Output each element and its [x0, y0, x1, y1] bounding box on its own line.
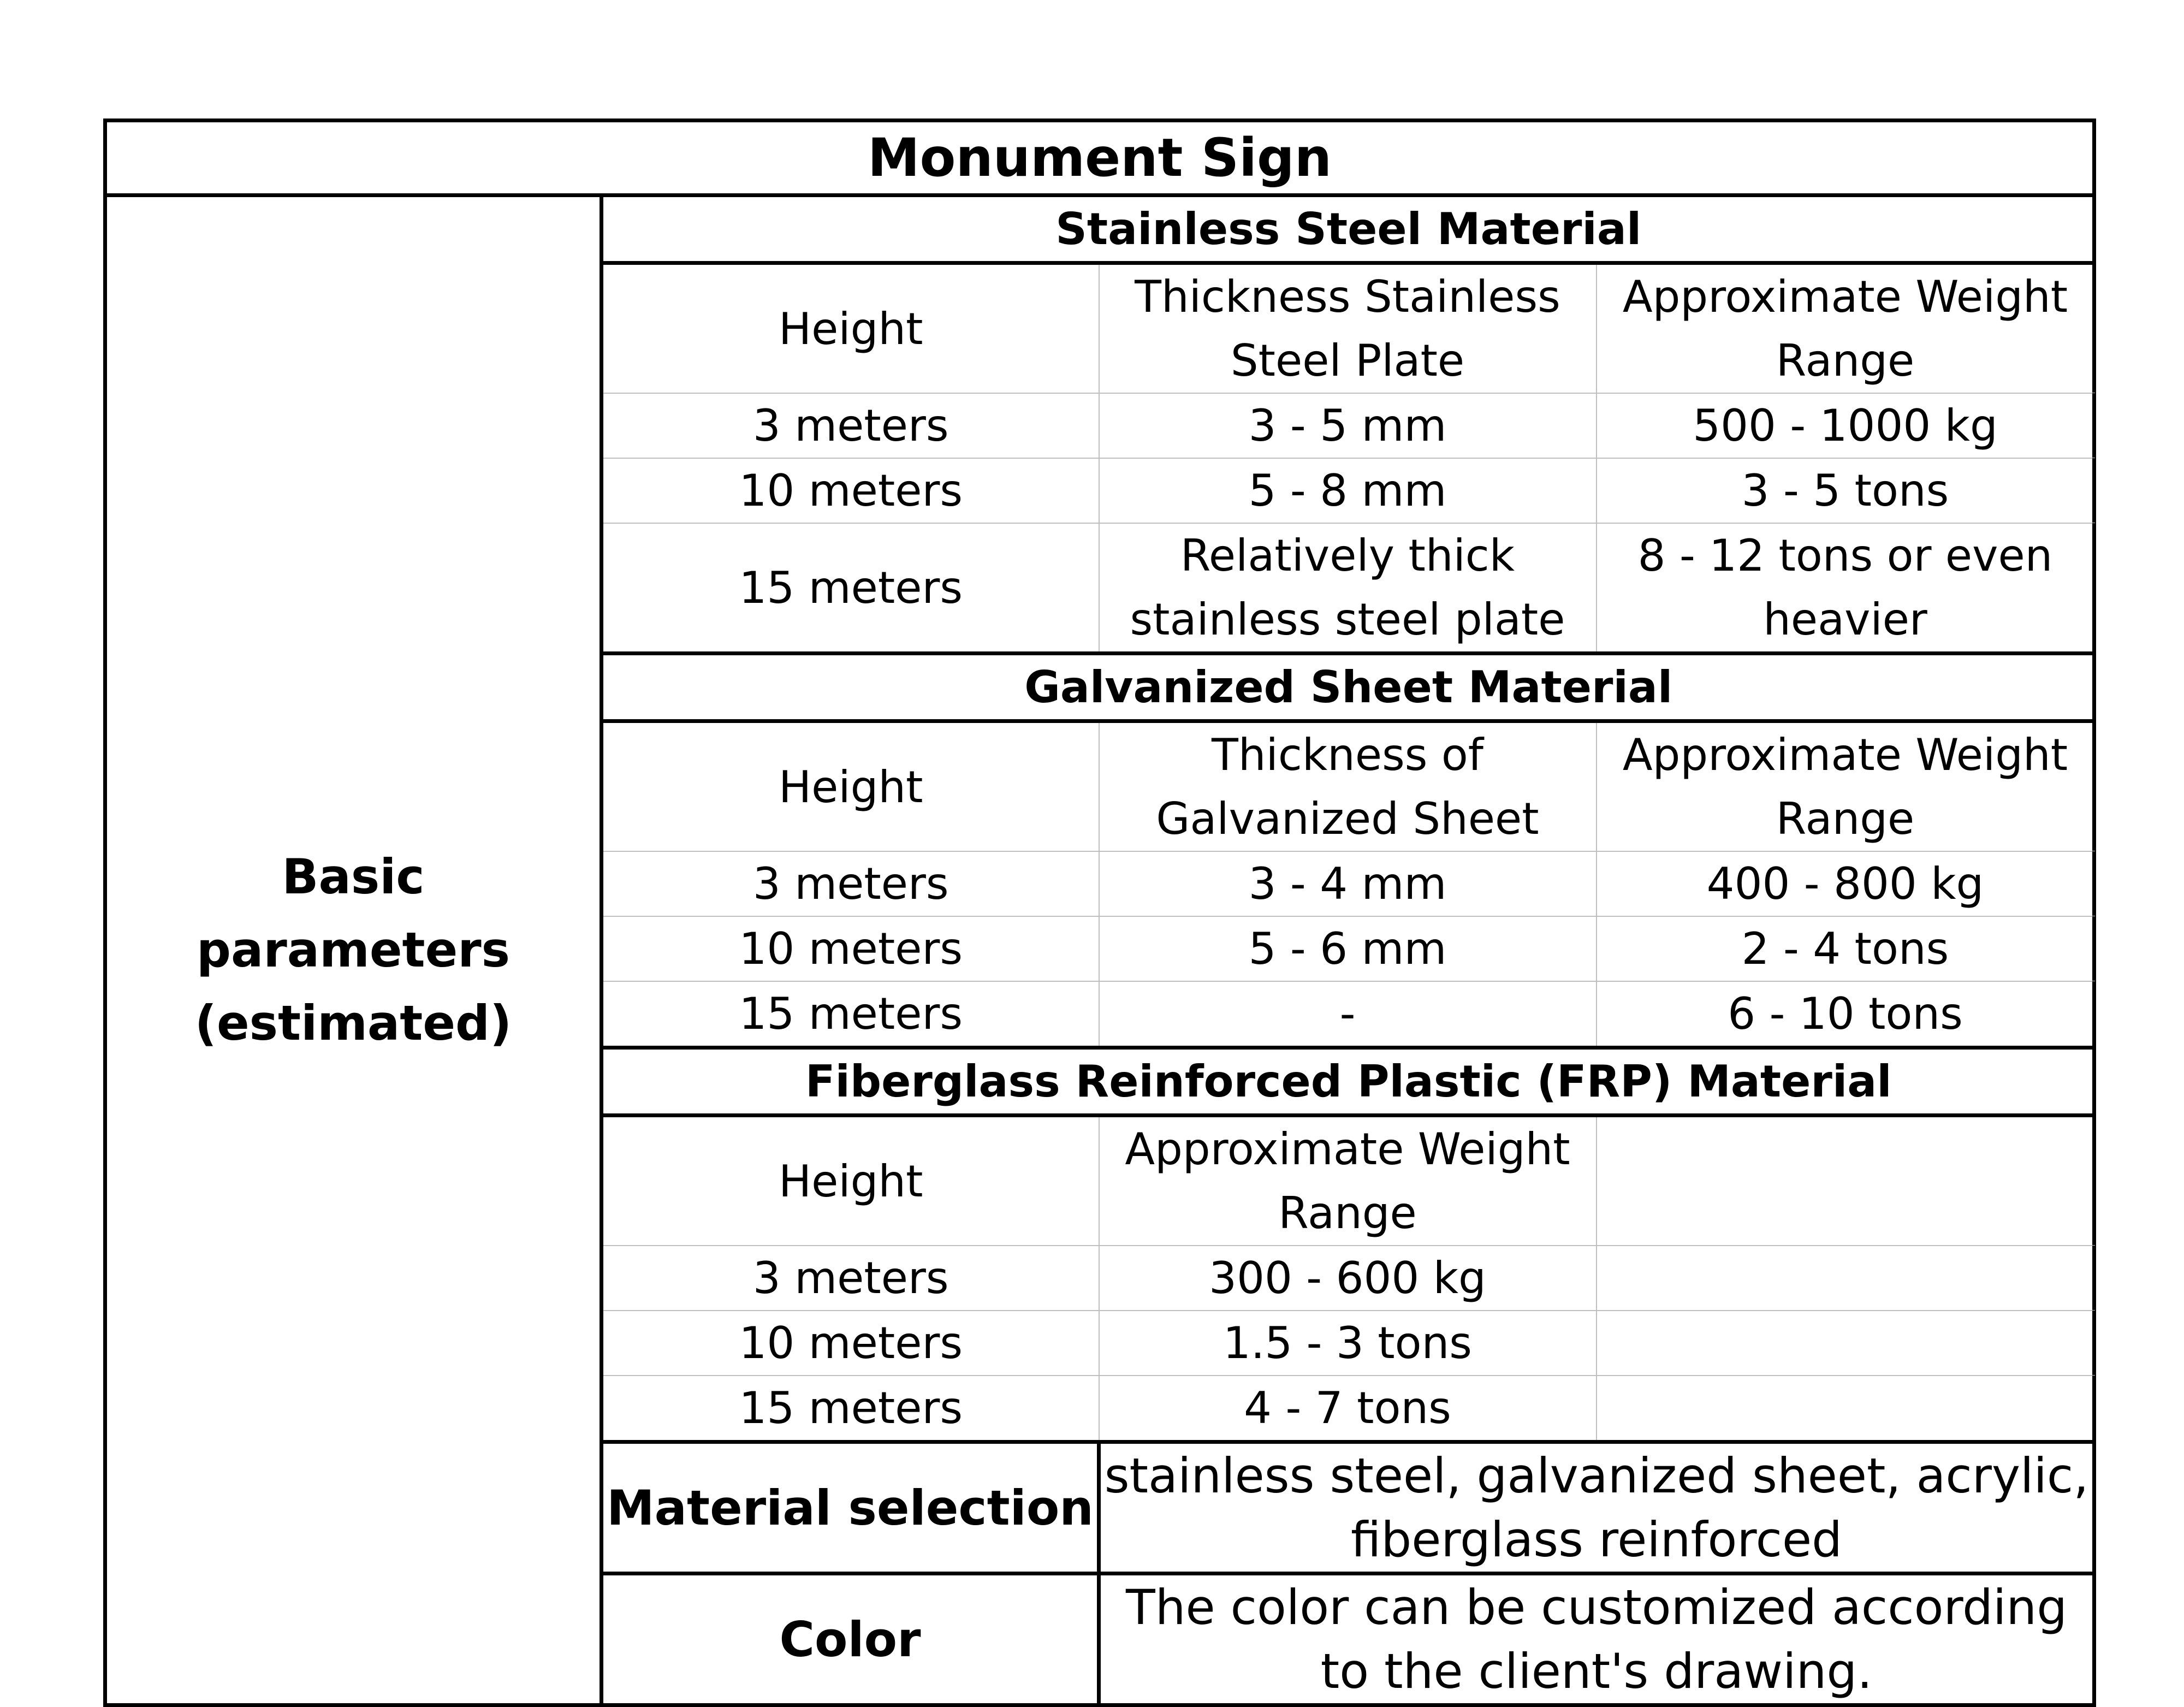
table-cell: 3 - 4 mm: [1099, 851, 1597, 916]
table-cell: 4 - 7 tons: [1099, 1376, 1597, 1442]
table-cell: 10 meters: [602, 1311, 1099, 1376]
table-cell: 1.5 - 3 tons: [1099, 1311, 1597, 1376]
header-thickness: Thickness Stainless Steel Plate: [1099, 263, 1597, 394]
table-cell: 10 meters: [602, 458, 1099, 523]
table-cell: Relatively thick stainless steel plate: [1099, 523, 1597, 654]
table-cell: 3 - 5 mm: [1099, 393, 1597, 458]
table-cell: 500 - 1000 kg: [1597, 393, 2094, 458]
table-cell: 3 - 5 tons: [1597, 458, 2094, 523]
table-cell: 15 meters: [602, 523, 1099, 654]
header-weight-range: Approximate Weight Range: [1597, 721, 2094, 852]
table-cell: 3 meters: [602, 851, 1099, 916]
table-title: Monument Sign: [105, 121, 2094, 195]
table-cell: 8 - 12 tons or even heavier: [1597, 523, 2094, 654]
table-cell: 10 meters: [602, 916, 1099, 981]
table-cell: -: [1099, 981, 1597, 1048]
header-height: Height: [602, 1116, 1099, 1246]
material-selection-value: stainless steel, galvanized sheet, acrylic, fiberglass reinforced: [1099, 1442, 2094, 1574]
table-cell: 400 - 800 kg: [1597, 851, 2094, 916]
table-cell: 3 meters: [602, 393, 1099, 458]
color-value: The color can be customized according to the client's drawing.: [1099, 1574, 2094, 1705]
empty-cell: [1597, 1246, 2094, 1311]
table-cell: 3 meters: [602, 1246, 1099, 1311]
empty-cell: [1597, 1376, 2094, 1442]
header-height: Height: [602, 263, 1099, 394]
empty-cell: [1597, 1116, 2094, 1246]
table-cell: 15 meters: [602, 1376, 1099, 1442]
table-cell: 15 meters: [602, 981, 1099, 1048]
table-cell: 300 - 600 kg: [1099, 1246, 1597, 1311]
monument-sign-spec-table: [103, 118, 2096, 1707]
table-cell: 5 - 8 mm: [1099, 458, 1597, 523]
header-weight-range: Approximate Weight Range: [1597, 263, 2094, 394]
table-cell: 5 - 6 mm: [1099, 916, 1597, 981]
header-thickness: Thickness of Galvanized Sheet: [1099, 721, 1597, 852]
basic-parameters-text: Basic parameters (estimated): [194, 849, 512, 1051]
material-selection-label: Material selection: [602, 1442, 1099, 1574]
section-heading-frp: Fiberglass Reinforced Plastic (FRP) Material: [602, 1048, 2094, 1116]
table-cell: 2 - 4 tons: [1597, 916, 2094, 981]
basic-parameters-label: [105, 195, 602, 1705]
color-label: Color: [602, 1574, 1099, 1705]
header-height: Height: [602, 721, 1099, 852]
table-cell: 6 - 10 tons: [1597, 981, 2094, 1048]
header-weight-range: Approximate Weight Range: [1099, 1116, 1597, 1246]
empty-cell: [1597, 1311, 2094, 1376]
section-heading-stainless-steel: Stainless Steel Material: [602, 195, 2094, 263]
section-heading-galvanized: Galvanized Sheet Material: [602, 654, 2094, 721]
